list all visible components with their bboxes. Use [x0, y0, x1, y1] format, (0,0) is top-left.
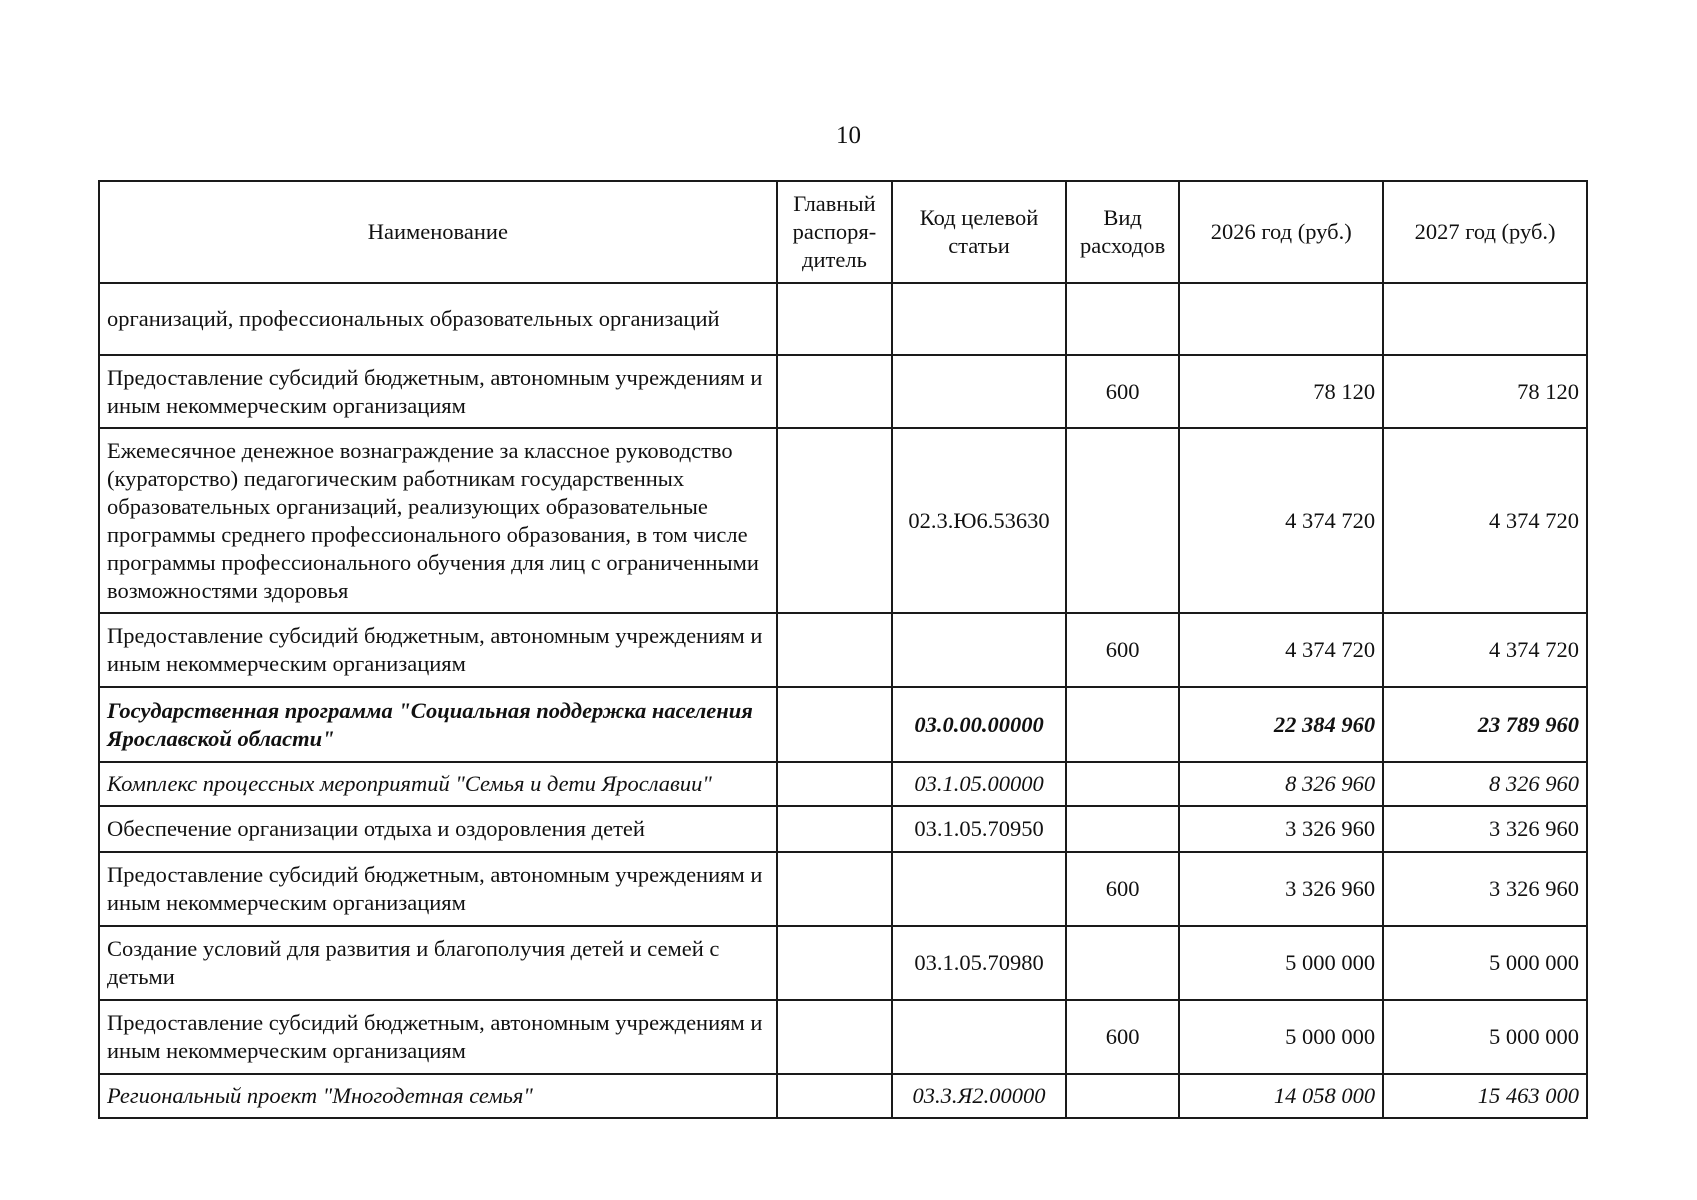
row-name: Ежемесячное денежное вознаграждение за классное руководство (кураторство) педагогическим работникам государственных образовательных организаций, реализующих образовательные программы среднего профессионального образования, в том числе программы профессионального обучения для лиц с ограниченными возможностями здоровья	[99, 428, 777, 613]
row-2027: 78 120	[1383, 355, 1587, 428]
table-row	[99, 687, 1587, 762]
row-code: 03.0.00.00000	[892, 687, 1066, 762]
row-code	[892, 1000, 1066, 1074]
row-vid	[1066, 762, 1179, 806]
row-2027: 4 374 720	[1383, 613, 1587, 687]
row-name: Государственная программа "Социальная поддержка населения Ярославской области"	[99, 687, 777, 762]
row-2026	[1179, 283, 1383, 355]
row-vid	[1066, 283, 1179, 355]
row-code	[892, 852, 1066, 926]
row-2026: 5 000 000	[1179, 926, 1383, 1000]
row-manager	[777, 1074, 892, 1118]
row-name: Создание условий для развития и благополучия детей и семей с детьми	[99, 926, 777, 1000]
row-2026: 4 374 720	[1179, 613, 1383, 687]
header-name: Наименование	[99, 181, 777, 283]
table-row	[99, 852, 1587, 926]
row-vid	[1066, 926, 1179, 1000]
table-row	[99, 613, 1587, 687]
table-body	[99, 283, 1587, 1118]
row-vid: 600	[1066, 613, 1179, 687]
row-name: Предоставление субсидий бюджетным, автономным учреждениям и иным некоммерческим организациям	[99, 852, 777, 926]
row-2026: 3 326 960	[1179, 806, 1383, 852]
row-2026: 5 000 000	[1179, 1000, 1383, 1074]
row-manager	[777, 283, 892, 355]
table-row	[99, 806, 1587, 852]
row-name: Обеспечение организации отдыха и оздоровления детей	[99, 806, 777, 852]
header-2027: 2027 год (руб.)	[1383, 181, 1587, 283]
row-code	[892, 355, 1066, 428]
row-name: Предоставление субсидий бюджетным, автономным учреждениям и иным некоммерческим организациям	[99, 613, 777, 687]
table-row	[99, 1000, 1587, 1074]
budget-table	[98, 180, 1588, 1119]
row-name: организаций, профессиональных образовательных организаций	[99, 283, 777, 355]
row-vid	[1066, 687, 1179, 762]
row-manager	[777, 687, 892, 762]
table-row	[99, 283, 1587, 355]
row-vid: 600	[1066, 355, 1179, 428]
row-manager	[777, 613, 892, 687]
table-row	[99, 355, 1587, 428]
row-2027: 23 789 960	[1383, 687, 1587, 762]
row-code: 03.1.05.00000	[892, 762, 1066, 806]
row-2027: 8 326 960	[1383, 762, 1587, 806]
table-row	[99, 926, 1587, 1000]
row-manager	[777, 428, 892, 613]
table-row	[99, 1074, 1587, 1118]
row-vid	[1066, 428, 1179, 613]
row-2026: 78 120	[1179, 355, 1383, 428]
row-2027: 5 000 000	[1383, 926, 1587, 1000]
row-manager	[777, 762, 892, 806]
row-name: Комплекс процессных мероприятий "Семья и дети Ярославии"	[99, 762, 777, 806]
row-manager	[777, 1000, 892, 1074]
row-vid: 600	[1066, 852, 1179, 926]
row-2026: 3 326 960	[1179, 852, 1383, 926]
row-code: 03.1.05.70950	[892, 806, 1066, 852]
row-2027: 15 463 000	[1383, 1074, 1587, 1118]
header-2026: 2026 год (руб.)	[1179, 181, 1383, 283]
row-code: 03.1.05.70980	[892, 926, 1066, 1000]
row-2027	[1383, 283, 1587, 355]
row-2027: 3 326 960	[1383, 806, 1587, 852]
row-code: 03.3.Я2.00000	[892, 1074, 1066, 1118]
row-vid	[1066, 806, 1179, 852]
row-name: Региональный проект "Многодетная семья"	[99, 1074, 777, 1118]
header-vid: Вид расходов	[1066, 181, 1179, 283]
table-row	[99, 428, 1587, 613]
row-manager	[777, 806, 892, 852]
row-2026: 4 374 720	[1179, 428, 1383, 613]
row-2026: 22 384 960	[1179, 687, 1383, 762]
row-manager	[777, 926, 892, 1000]
row-2026: 14 058 000	[1179, 1074, 1383, 1118]
page-number: 10	[836, 122, 861, 149]
row-code: 02.3.Ю6.53630	[892, 428, 1066, 613]
row-2026: 8 326 960	[1179, 762, 1383, 806]
row-2027: 4 374 720	[1383, 428, 1587, 613]
row-name: Предоставление субсидий бюджетным, автономным учреждениям и иным некоммерческим организациям	[99, 355, 777, 428]
row-vid	[1066, 1074, 1179, 1118]
table-header-row	[99, 181, 1587, 283]
table-row	[99, 762, 1587, 806]
header-manager: Главный распоря-дитель	[777, 181, 892, 283]
row-code	[892, 283, 1066, 355]
row-2027: 5 000 000	[1383, 1000, 1587, 1074]
row-vid: 600	[1066, 1000, 1179, 1074]
row-2027: 3 326 960	[1383, 852, 1587, 926]
row-manager	[777, 355, 892, 428]
row-manager	[777, 852, 892, 926]
row-code	[892, 613, 1066, 687]
row-name: Предоставление субсидий бюджетным, автономным учреждениям и иным некоммерческим организациям	[99, 1000, 777, 1074]
header-code: Код целевой статьи	[892, 181, 1066, 283]
